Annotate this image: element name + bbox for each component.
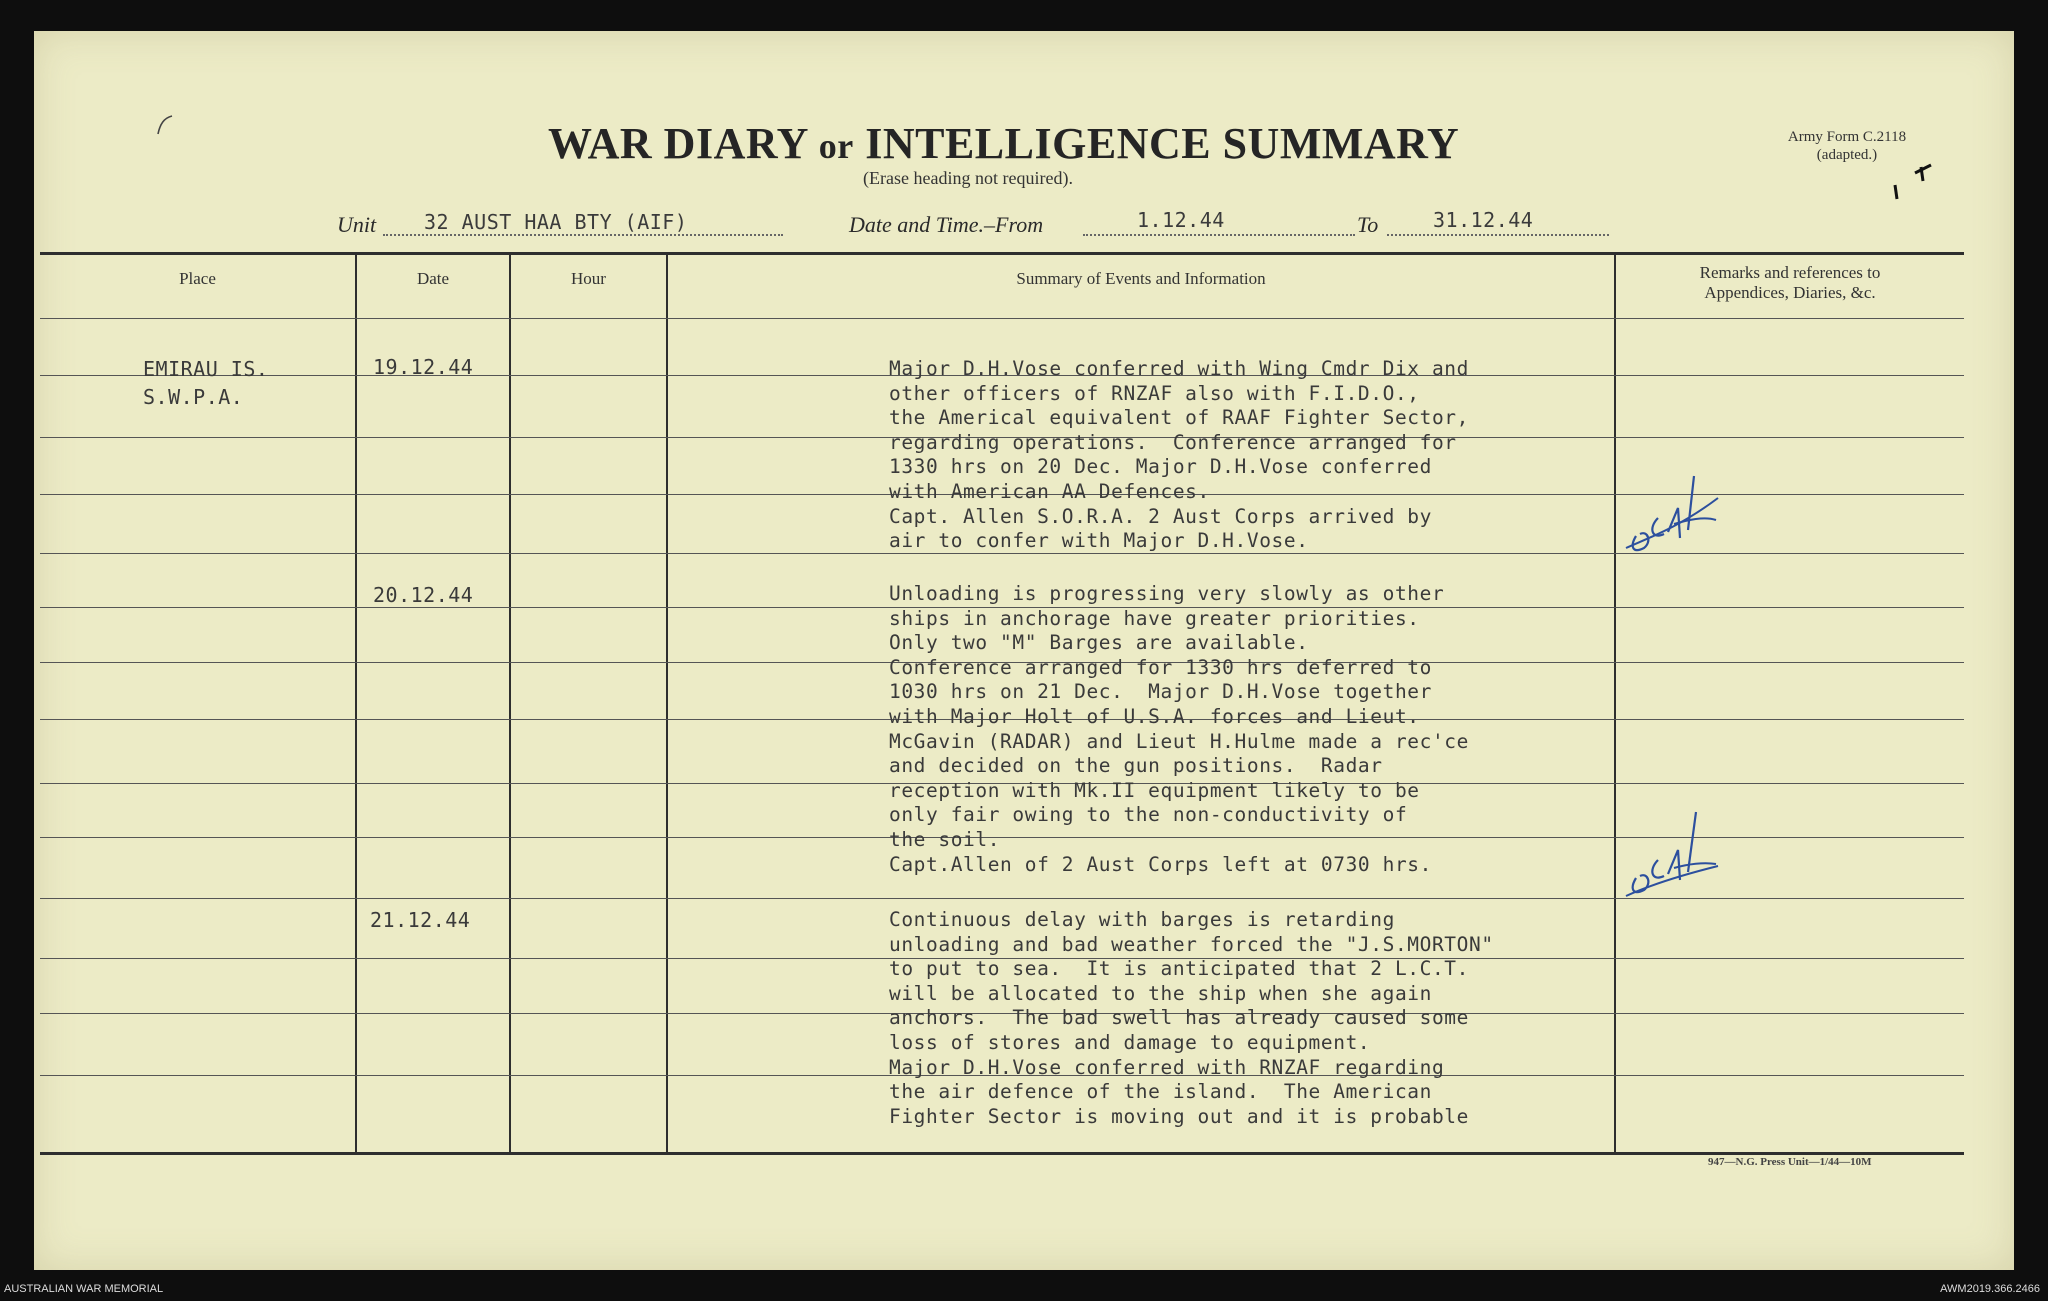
- form-subtitle: (Erase heading not required).: [863, 168, 1073, 188]
- column-divider-date: [509, 255, 511, 1152]
- archive-caption-right: AWM2019.366.2466: [1940, 1283, 2040, 1295]
- column-header-hour: Hour: [571, 269, 606, 288]
- place-line-2: S.W.P.A.: [143, 385, 244, 409]
- pencil-mark: [150, 110, 180, 140]
- column-divider-summary: [1614, 255, 1616, 1152]
- entry-summary: Continuous delay with barges is retarding unloading and bad weather forced the "J.S.MORTON" to put to sea. It is anticipated that 2 L.C.T. will be allocated to the ship when she again anchors. The bad swell has already caused some loss of stores and damage to equipment. Major D.H.Vose conferred with RNZAF regarding the air defence of the island. The American Fighter Sector is moving out and it is probable: [889, 908, 1494, 1128]
- column-header-date: Date: [416, 269, 450, 288]
- date-from-label: Date and Time.–From: [849, 212, 1044, 237]
- entry-date: 20.12.44: [373, 583, 474, 607]
- entry-date: 19.12.44: [373, 355, 474, 379]
- entry-summary: Unloading is progressing very slowly as other ships in anchorage have greater priorities. Only two "M" Barges are available. Conference arranged for 1330 hrs deferred to 1030 hrs on 21 Dec. Major D.H.Vose together with Major Holt of U.S.A. forces and Lieut. McGavin (RADAR) and Lieut H.Hulme made a rec'ce and decided on the gun positions. Radar reception with Mk.II equipment likely to be only fair owing to the non-conductivity of the soil. Capt.Allen of 2 Aust Corps left at 0730 hrs.: [889, 582, 1469, 876]
- entry-summary: Major D.H.Vose conferred with Wing Cmdr Dix and other officers of RNZAF also with F.I.D.O., the Americal equivalent of RAAF Fighter Sector, regarding operations. Conference arranged for 1330 hrs on 20 Dec. Major D.H.Vose conferred with American AA Defences. Capt. Allen S.O.R.A. 2 Aust Corps arrived by air to confer with Major D.H.Vose.: [889, 357, 1469, 553]
- table-bottom-rule: [40, 1152, 1964, 1155]
- date-to-label: To: [1357, 212, 1379, 237]
- header-bottom-line: [40, 318, 1964, 319]
- army-form-reference: Army Form C.2118 (adapted.): [1787, 129, 1907, 163]
- unit-label: Unit: [337, 212, 377, 237]
- column-divider-hour: [666, 255, 668, 1152]
- column-header-place: Place: [179, 269, 216, 288]
- signature-initials: [1618, 806, 1728, 906]
- unit-value: 32 AUST HAA BTY (AIF): [424, 210, 688, 234]
- place-line-1: EMIRAU IS.: [143, 357, 269, 381]
- entry-date: 21.12.44: [370, 908, 471, 932]
- ink-mark: [1885, 155, 1935, 205]
- printer-note: 947—N.G. Press Unit—1/44—10M: [1708, 1156, 1872, 1168]
- date-to-value: 31.12.44: [1433, 208, 1534, 232]
- form-title: WAR DIARY or INTELLIGENCE SUMMARY: [548, 119, 1460, 168]
- date-from-value: 1.12.44: [1137, 208, 1225, 232]
- archive-caption-left: AUSTRALIAN WAR MEMORIAL: [4, 1283, 164, 1295]
- column-header-summary: Summary of Events and Information: [1016, 269, 1266, 288]
- column-divider-place: [355, 255, 357, 1152]
- column-header-remarks: Remarks and references to Appendices, Diaries, &c.: [1699, 263, 1881, 302]
- table-top-rule: [40, 252, 1964, 255]
- signature-initials: [1618, 458, 1728, 578]
